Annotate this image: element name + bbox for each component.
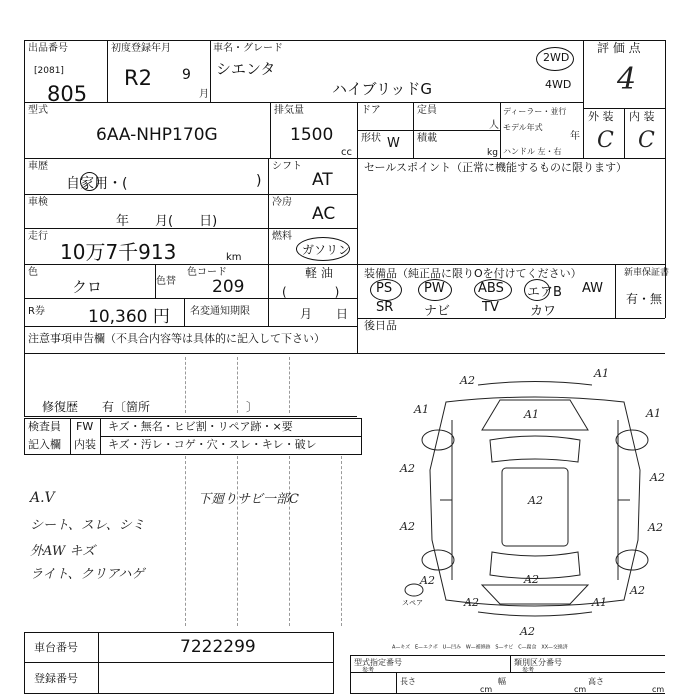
name-change-label: 名変通知期限 <box>190 306 250 317</box>
height-cm: cm <box>652 685 665 694</box>
history-value: 自家用・( <box>66 176 128 192</box>
fuel-diesel: 軽 油 <box>305 266 333 280</box>
repair-history: 修復歴 有〔箇所 〕 <box>42 400 259 414</box>
chassis-label: 車台番号 <box>34 641 78 654</box>
note-seat: シート、スレ、シミ <box>30 518 145 533</box>
color-value: クロ <box>72 278 103 296</box>
color-code-label: 色コード <box>187 267 227 278</box>
inspector-label-1: 検査員 <box>28 420 61 433</box>
displacement-label: 排気量 <box>274 105 304 116</box>
history-label: 車歴 <box>28 161 48 172</box>
fuel-paren: ( ) <box>282 285 340 299</box>
mark-front-bumper: A2 <box>460 374 475 387</box>
inspection-label: 車検 <box>28 197 48 208</box>
equip-ps: PS <box>376 281 393 296</box>
year-unit: 年 <box>570 131 580 142</box>
rear-seat-label: 後日品 <box>364 319 397 332</box>
handle-label: ハンドル 左・右 <box>503 147 562 156</box>
car-grade: ハイブリッドG <box>332 80 432 98</box>
inspector-row1: キズ・無名・ヒビ割・リペア跡・×要 <box>108 420 293 433</box>
chassis-number: 7222299 <box>180 637 256 657</box>
type-cert-label: 型式指定番号 <box>354 658 402 667</box>
mileage-label: 走行 <box>28 231 48 242</box>
shift-value: AT <box>312 170 333 190</box>
width-cm: cm <box>574 685 587 694</box>
color-change-label: 色替 <box>156 276 176 287</box>
equip-leather: カワ <box>530 304 557 319</box>
note-light: ライト、クリアハゲ <box>30 567 145 582</box>
equipment-label: 装備品（純正品に限りOを付けてください） <box>364 267 582 280</box>
month-unit: 月 <box>199 89 209 100</box>
mark-left-front-door: A2 <box>400 462 415 475</box>
car-name-label: 車名・グレード <box>213 43 283 54</box>
shape-value: W <box>387 136 400 151</box>
category-label: 類別区分番号 <box>514 658 562 667</box>
model-label: 型式 <box>28 105 48 116</box>
new-warranty-value: 有・無 <box>626 292 663 306</box>
mileage-value: 10万7千913 <box>60 240 177 264</box>
equip-aw: AW <box>582 281 604 296</box>
equip-navi: ナビ <box>424 304 451 319</box>
height-label: 高さ <box>588 677 604 686</box>
equip-abs: ABS <box>478 281 504 296</box>
inspection-value: 年 月( 日) <box>116 214 218 229</box>
exterior-label: 外 装 <box>588 110 614 123</box>
interior-grade: C <box>638 128 655 153</box>
model-year-label: モデル年式 <box>503 123 543 132</box>
model-code: 6AA-NHP170G <box>96 125 218 145</box>
mark-rear-left: A2 <box>464 596 479 609</box>
shift-label: シフト <box>272 161 302 172</box>
equip-sr: SR <box>376 300 394 315</box>
mark-left-rear-door: A2 <box>400 520 415 533</box>
mark-rear-right: A1 <box>592 596 607 609</box>
interior-label: 内 装 <box>629 110 655 123</box>
color-label: 色 <box>28 267 38 278</box>
aircon-label: 冷房 <box>272 197 292 208</box>
recycle-value: 10,360 円 <box>88 307 170 327</box>
spare-label: スペア <box>402 599 423 607</box>
door-label: ドア <box>361 105 381 116</box>
aircon-value: AC <box>312 204 336 224</box>
notes-label: 注意事項申告欄（不具合内容等は具体的に記入して下さい） <box>28 332 325 345</box>
lot-sub-number: [2081] <box>34 66 64 76</box>
fuel-label: 燃料 <box>272 231 292 242</box>
category-sub: 参考 <box>522 667 535 674</box>
persons-unit: 人 <box>489 120 499 131</box>
mark-roof: A2 <box>528 494 543 507</box>
mark-front-right: A1 <box>594 367 609 380</box>
drive-4wd: 4WD <box>545 78 572 91</box>
lot-label: 出品番号 <box>28 43 68 54</box>
width-label: 幅 <box>498 677 506 686</box>
mark-right-fender: A1 <box>646 407 661 420</box>
capacity-label: 定員 <box>417 105 437 116</box>
exterior-grade: C <box>597 128 614 153</box>
score-label: 評 価 点 <box>597 41 641 55</box>
name-change-value: 月 日 <box>300 307 349 321</box>
inspector-interior: 内装 <box>74 438 96 451</box>
lot-number: 805 <box>47 82 88 106</box>
mark-hood: A1 <box>524 408 539 421</box>
car-name: シエンタ <box>216 60 276 78</box>
sales-point-label: セールスポイント（正常に機能するものに限ります） <box>364 161 628 174</box>
displacement: 1500 <box>290 125 334 145</box>
km-unit: km <box>226 252 242 263</box>
drive-2wd: 2WD <box>543 51 570 64</box>
inspector-fw: FW <box>76 420 94 433</box>
note-aw: 外AW キズ <box>30 544 96 559</box>
equip-tv: TV <box>482 300 499 315</box>
length-cm: cm <box>480 685 493 694</box>
kg-unit: kg <box>487 148 498 158</box>
load-label: 積載 <box>417 133 437 144</box>
equip-airbag: エアB <box>527 285 562 300</box>
first-reg-era: R2 <box>124 66 152 90</box>
inspector-label-2: 記入欄 <box>28 438 61 451</box>
mark-rear-bumper: A2 <box>520 625 535 638</box>
first-reg-month: 9 <box>182 67 191 83</box>
cc-unit: cc <box>341 147 352 158</box>
length-label: 長さ <box>400 677 416 686</box>
fuel-gasoline: ガソリン <box>302 243 351 257</box>
note-av: A.V <box>30 490 55 506</box>
mark-left-quarter: A2 <box>420 574 435 587</box>
color-code: 209 <box>212 277 245 297</box>
mark-left-fender: A1 <box>414 403 429 416</box>
mark-right-front-door: A2 <box>650 471 665 484</box>
damage-legend: A—キズ E—エクボ U—凹み W—補修跡 S—サビ C—腐食 XX—交換済 <box>392 644 568 651</box>
equip-pw: PW <box>424 281 445 296</box>
shape-label: 形状 <box>361 133 381 144</box>
dealer-label: ディーラー・並行 <box>503 107 567 116</box>
recycle-label: R券 <box>28 306 45 317</box>
history-paren: ) <box>256 173 262 189</box>
note-underbody: 下廻りサビ一部C <box>198 492 299 507</box>
score: 4 <box>617 62 637 97</box>
type-cert-sub: 参考 <box>362 667 375 674</box>
mark-tailgate: A2 <box>524 573 539 586</box>
first-reg-label: 初度登録年月 <box>111 43 171 54</box>
new-warranty-label: 新車保証書 <box>624 268 670 278</box>
reg-label: 登録番号 <box>34 672 78 685</box>
mark-right-rear-door: A2 <box>648 521 663 534</box>
inspector-row2: キズ・汚レ・コゲ・穴・スレ・キレ・破レ <box>108 438 317 451</box>
mark-right-quarter: A2 <box>630 584 645 597</box>
